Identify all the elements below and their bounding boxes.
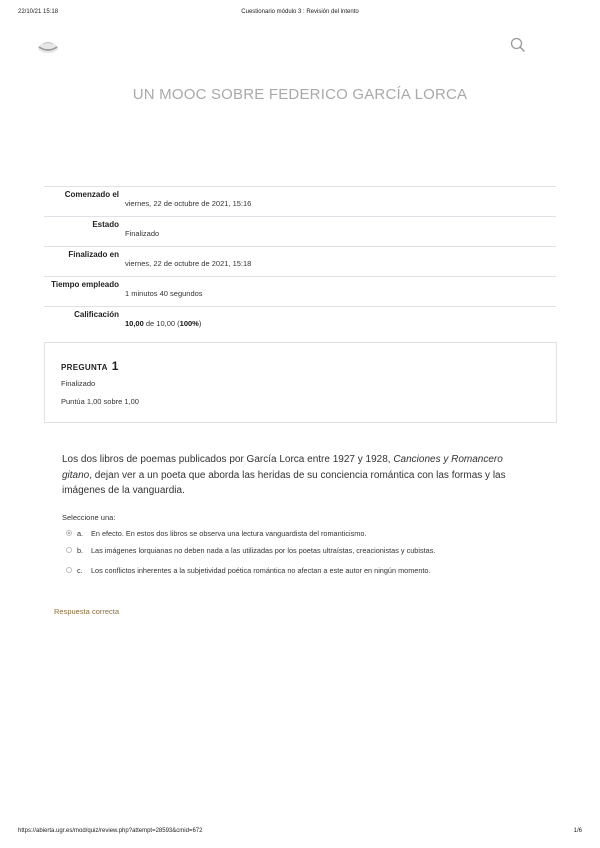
summary-label: Calificación xyxy=(74,310,119,319)
question-info-box xyxy=(44,342,557,423)
question-text-end: , dejan ver a un poeta que aborda las heridas de su conciencia romántica con las formas y las imágenes de la vanguardia. xyxy=(62,469,506,496)
grade-close: ) xyxy=(198,319,202,328)
summary-grade-value xyxy=(125,319,201,328)
answer-option-b[interactable] xyxy=(66,546,546,558)
summary-value: viernes, 22 de octubre de 2021, 15:18 xyxy=(125,259,252,268)
question-text-start: Los dos libros de poemas publicados por García Lorca entre 1927 y 1928, xyxy=(62,454,391,465)
summary-value: Finalizado xyxy=(125,229,160,238)
question-text-italic: Canciones y Romancero gitano xyxy=(62,454,503,481)
summary-row-grade xyxy=(44,306,556,336)
print-title: Cuestionario módulo 3 : Revisión del intento xyxy=(241,9,359,15)
summary-label: Tiempo empleado xyxy=(51,280,119,289)
summary-row-started xyxy=(44,186,556,216)
answer-letter: a. xyxy=(77,529,84,538)
summary-label: Estado xyxy=(92,220,119,229)
grade-score: 10,00 xyxy=(125,319,144,328)
answer-text: Los conflictos inherentes a la subjetividad poética romántica no afectan a este autor en ningún momento. xyxy=(91,566,431,575)
summary-value: 1 minutos 40 segundos xyxy=(125,289,203,298)
print-footer xyxy=(18,828,582,838)
answer-text: Las imágenes lorquianas no deben nada a las utilizadas por los poetas ultraístas, creacionistas y cubistas. xyxy=(91,546,436,555)
question-text xyxy=(62,452,532,499)
site-title: UN MOOC SOBRE FEDERICO GARCÍA LORCA xyxy=(132,86,468,103)
answer-letter: b. xyxy=(77,546,84,555)
answer-letter: c. xyxy=(77,566,83,575)
question-number-value: 1 xyxy=(111,359,119,373)
question-grade: Puntúa 1,00 sobre 1,00 xyxy=(61,397,139,406)
logo-icon[interactable] xyxy=(36,38,60,56)
answer-prompt: Seleccione una: xyxy=(62,513,116,522)
summary-row-state xyxy=(44,216,556,246)
question-state: Finalizado xyxy=(61,379,96,388)
print-page-number: 1/6 xyxy=(573,828,582,834)
radio-icon[interactable] xyxy=(66,567,72,573)
summary-row-time-taken xyxy=(44,276,556,306)
answer-text: En efecto. En estos dos libros se observa una lectura vanguardista del romanticismo. xyxy=(91,529,367,538)
radio-icon[interactable] xyxy=(66,547,72,553)
grade-of: de 10,00 ( xyxy=(145,319,180,328)
search-icon[interactable] xyxy=(510,37,526,53)
print-header xyxy=(18,9,582,19)
print-url: https://abierta.ugr.es/mod/quiz/review.php?attempt=28593&cmid=672 xyxy=(18,828,203,834)
summary-label: Comenzado el xyxy=(64,190,119,199)
question-label: PREGUNTA xyxy=(61,363,108,372)
radio-selected-icon[interactable] xyxy=(66,530,72,536)
answer-feedback: Respuesta correcta xyxy=(54,607,120,616)
summary-row-finished xyxy=(44,246,556,276)
question-number xyxy=(61,359,119,373)
attempt-summary-table xyxy=(44,186,556,336)
print-date: 22/10/21 15:18 xyxy=(18,9,59,15)
grade-percent: 100% xyxy=(179,319,199,328)
summary-label: Finalizado en xyxy=(68,250,119,259)
summary-value: viernes, 22 de octubre de 2021, 15:16 xyxy=(125,199,252,208)
answer-option-c[interactable] xyxy=(66,566,546,578)
answer-option-a[interactable] xyxy=(66,529,546,541)
